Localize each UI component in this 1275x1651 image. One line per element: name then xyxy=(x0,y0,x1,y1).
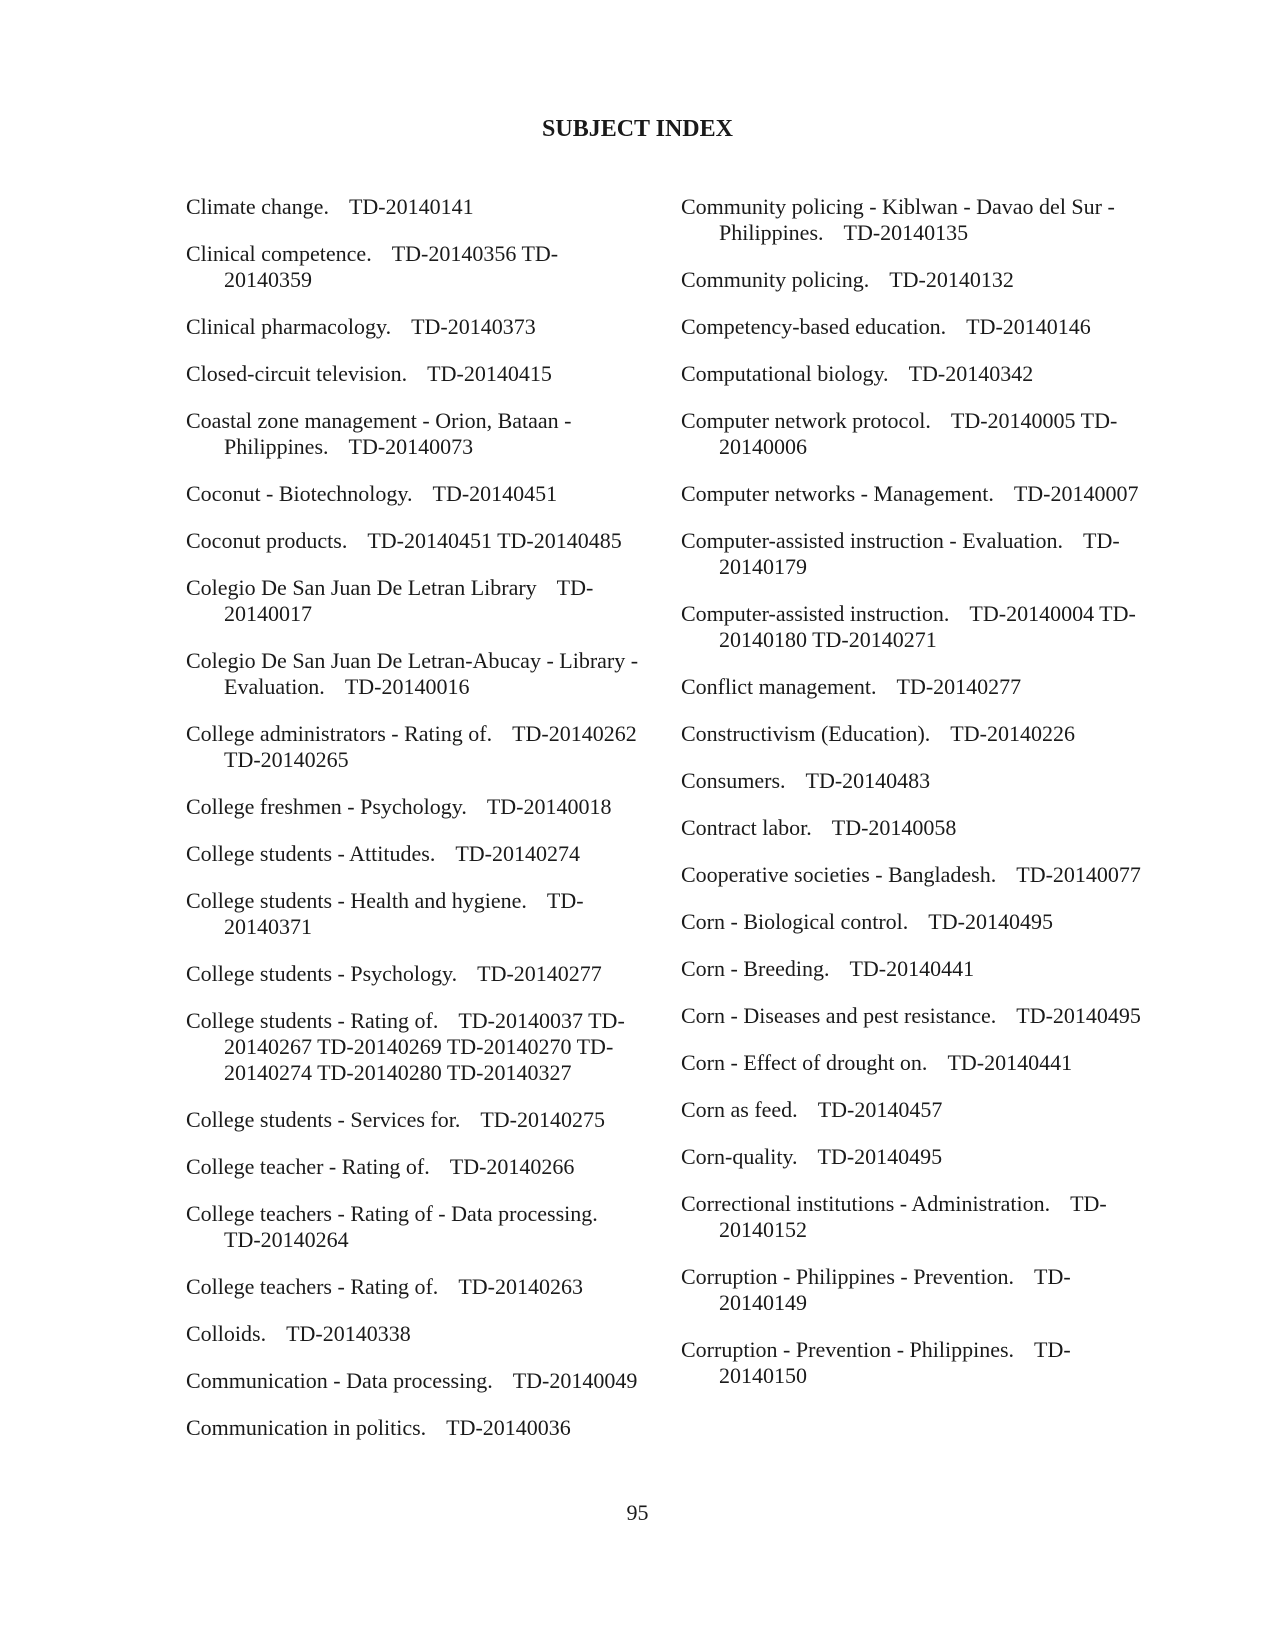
index-entry xyxy=(186,481,646,507)
index-term: Corn - Breeding. xyxy=(681,956,830,981)
index-entry xyxy=(186,1368,646,1394)
index-references: TD-20140150 xyxy=(719,1337,1071,1388)
page-number: 95 xyxy=(626,1500,649,1525)
index-references: TD-20140132 xyxy=(889,267,1014,292)
index-entry xyxy=(681,267,1141,293)
index-entry xyxy=(186,1107,646,1133)
index-entry xyxy=(681,1144,1141,1170)
index-references: TD-20140266 xyxy=(449,1154,575,1179)
index-term: Clinical pharmacology. xyxy=(186,314,392,339)
index-references: TD-20140415 xyxy=(427,361,552,386)
index-term: Corn - Biological control. xyxy=(681,909,909,934)
index-term: College students - Attitudes. xyxy=(186,841,436,866)
index-entry xyxy=(186,961,646,987)
index-entry xyxy=(681,815,1141,841)
index-entry xyxy=(186,888,646,940)
index-entry xyxy=(681,528,1141,580)
index-term: Conflict management. xyxy=(681,674,877,699)
index-references: TD-20140495 xyxy=(1016,1003,1141,1028)
index-column-left xyxy=(186,194,646,1462)
index-term: Corn - Diseases and pest resistance. xyxy=(681,1003,997,1028)
index-term: College students - Psychology. xyxy=(186,961,458,986)
index-term: Climate change. xyxy=(186,194,329,219)
index-references: TD-20140451 TD-20140485 xyxy=(367,528,622,553)
index-entry xyxy=(186,648,646,700)
index-term: Corn as feed. xyxy=(681,1097,798,1122)
index-references: TD-20140007 xyxy=(1013,481,1139,506)
index-entry xyxy=(186,1415,646,1441)
index-entry xyxy=(186,1201,646,1253)
index-entry xyxy=(681,721,1141,747)
index-references: TD-20140017 xyxy=(224,575,594,626)
index-entry xyxy=(681,909,1141,935)
index-references: TD-20140275 xyxy=(480,1107,605,1132)
index-references: TD-20140441 xyxy=(849,956,975,981)
index-references: TD-20140135 xyxy=(843,220,969,245)
index-term: Computer-assisted instruction - Evaluation. xyxy=(681,528,1064,553)
index-references: TD-20140016 xyxy=(344,674,470,699)
index-term: Cooperative societies - Bangladesh. xyxy=(681,862,997,887)
index-term: College teacher - Rating of. xyxy=(186,1154,430,1179)
index-entry xyxy=(681,361,1141,387)
index-term: Clinical competence. xyxy=(186,241,372,266)
index-entry xyxy=(186,528,646,554)
index-entry xyxy=(186,194,646,220)
index-entry xyxy=(681,1050,1141,1076)
index-references: TD-20140371 xyxy=(224,888,584,939)
index-references: TD-20140274 xyxy=(455,841,580,866)
index-entry xyxy=(186,841,646,867)
index-term: Coconut - Biotechnology. xyxy=(186,481,413,506)
index-term: Closed-circuit television. xyxy=(186,361,408,386)
index-entry xyxy=(186,314,646,340)
index-entry xyxy=(681,601,1141,653)
index-term: Coconut products. xyxy=(186,528,348,553)
index-term: Corruption - Philippines - Prevention. xyxy=(681,1264,1015,1289)
index-entry xyxy=(681,1191,1141,1243)
index-entry xyxy=(186,241,646,293)
index-entry xyxy=(681,768,1141,794)
index-term: Corn - Effect of drought on. xyxy=(681,1050,928,1075)
index-term: Computer-assisted instruction. xyxy=(681,601,950,626)
index-term: Constructivism (Education). xyxy=(681,721,931,746)
index-entry xyxy=(186,408,646,460)
index-references: TD-20140373 xyxy=(411,314,536,339)
index-references: TD-20140036 xyxy=(446,1415,571,1440)
index-references: TD-20140037 TD-20140267 TD-20140269 TD-20140270 TD-20140274 TD-20140280 TD-20140327 xyxy=(224,1008,625,1085)
index-entry xyxy=(681,862,1141,888)
index-references: TD-20140338 xyxy=(286,1321,411,1346)
index-entry xyxy=(186,794,646,820)
index-references: TD-20140277 xyxy=(477,961,602,986)
index-references: TD-20140342 xyxy=(908,361,1034,386)
index-term: College students - Services for. xyxy=(186,1107,461,1132)
index-references: TD-20140058 xyxy=(831,815,957,840)
index-term: College students - Rating of. xyxy=(186,1008,439,1033)
index-term: College administrators - Rating of. xyxy=(186,721,493,746)
index-entry xyxy=(186,575,646,627)
index-references: TD-20140457 xyxy=(817,1097,943,1122)
index-entry xyxy=(681,674,1141,700)
index-term: College teachers - Rating of. xyxy=(186,1274,439,1299)
index-references: TD-20140077 xyxy=(1016,862,1141,887)
index-term: Corruption - Prevention - Philippines. xyxy=(681,1337,1015,1362)
index-references: TD-20140146 xyxy=(966,314,1091,339)
index-entry xyxy=(186,1321,646,1347)
page-title: SUBJECT INDEX xyxy=(542,116,733,142)
index-references: TD-20140005 TD-20140006 xyxy=(719,408,1118,459)
index-entry xyxy=(186,721,646,773)
index-term: Computational biology. xyxy=(681,361,889,386)
index-term: Colloids. xyxy=(186,1321,267,1346)
index-column-right xyxy=(681,194,1141,1410)
index-references: TD-20140179 xyxy=(719,528,1120,579)
index-references: TD-20140264 xyxy=(224,1227,349,1252)
index-term: Consumers. xyxy=(681,768,786,793)
index-references: TD-20140149 xyxy=(719,1264,1071,1315)
index-entry xyxy=(681,314,1141,340)
index-term: Correctional institutions - Administration. xyxy=(681,1191,1051,1216)
index-references: TD-20140483 xyxy=(805,768,931,793)
index-term: Computer network protocol. xyxy=(681,408,931,433)
index-term: Community policing - Kiblwan - Davao del Sur - Philippines. xyxy=(681,194,1115,245)
index-term: Communication - Data processing. xyxy=(186,1368,493,1393)
index-entry xyxy=(681,1264,1141,1316)
index-term: Computer networks - Management. xyxy=(681,481,994,506)
index-term: Colegio De San Juan De Letran-Abucay - Library - Evaluation. xyxy=(186,648,639,699)
index-entry xyxy=(186,361,646,387)
index-references: TD-20140262 TD-20140265 xyxy=(224,721,637,772)
index-references: TD-20140495 xyxy=(928,909,1053,934)
index-references: TD-20140495 xyxy=(817,1144,943,1169)
index-entry xyxy=(186,1008,646,1086)
index-entry xyxy=(681,481,1141,507)
index-entry xyxy=(186,1154,646,1180)
index-references: TD-20140018 xyxy=(486,794,612,819)
index-references: TD-20140141 xyxy=(348,194,474,219)
index-term: College freshmen - Psychology. xyxy=(186,794,467,819)
index-term: Community policing. xyxy=(681,267,870,292)
index-term: Competency-based education. xyxy=(681,314,947,339)
index-term: Corn-quality. xyxy=(681,1144,798,1169)
index-term: Contract labor. xyxy=(681,815,812,840)
index-references: TD-20140073 xyxy=(348,434,474,459)
index-term: College students - Health and hygiene. xyxy=(186,888,527,913)
index-entry xyxy=(681,1003,1141,1029)
index-term: Colegio De San Juan De Letran Library xyxy=(186,575,537,600)
index-entry xyxy=(681,408,1141,460)
index-entry xyxy=(681,1097,1141,1123)
index-references: TD-20140263 xyxy=(458,1274,583,1299)
index-references: TD-20140226 xyxy=(950,721,1075,746)
index-entry xyxy=(681,1337,1141,1389)
index-references: TD-20140451 xyxy=(432,481,558,506)
index-references: TD-20140004 TD-20140180 TD-20140271 xyxy=(719,601,1136,652)
index-term: College teachers - Rating of - Data processing. xyxy=(186,1201,598,1226)
index-entry xyxy=(186,1274,646,1300)
index-references: TD-20140277 xyxy=(896,674,1022,699)
index-references: TD-20140441 xyxy=(947,1050,1073,1075)
index-entry xyxy=(681,194,1141,246)
index-references: TD-20140049 xyxy=(512,1368,638,1393)
index-term: Communication in politics. xyxy=(186,1415,427,1440)
index-entry xyxy=(681,956,1141,982)
index-term: Coastal zone management - Orion, Bataan - Philippines. xyxy=(186,408,572,459)
index-references: TD-20140152 xyxy=(719,1191,1107,1242)
index-references: TD-20140356 TD-20140359 xyxy=(224,241,559,292)
